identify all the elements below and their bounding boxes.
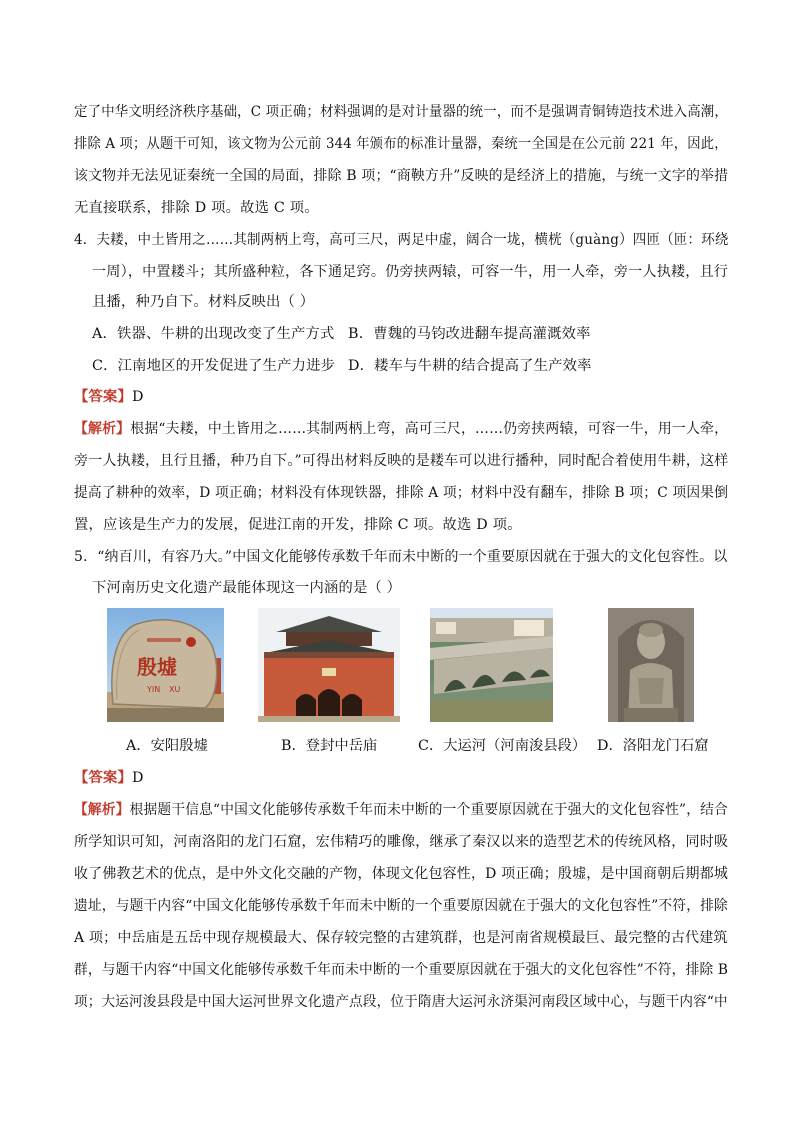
analysis-tag: 【解析】 [74,802,130,818]
answer-value: D [132,389,144,405]
grand-canal-photo [430,608,553,722]
q5-analysis-line-2: 所学知识可知，河南洛阳的龙门石窟，宏伟精巧的雕像，继承了秦汉以来的造型艺术的传统风格，同时吸 [74,834,729,850]
q3-analysis-line-3: 该文物并无法见证秦统一全国的局面，排除 B 项；“商鞅方升”反映的是经济上的措施，与统一文字的举措 [74,168,729,184]
q4-option-c: C．江南地区的开发促进了生产力进步 [92,358,336,374]
q4-option-a: A．铁器、牛耕的出现改变了生产方式 [92,326,335,342]
q4-stem-line-3: 且播，种乃自下。材料反映出（ ） [92,294,315,310]
caption-c: C．大运河（河南浚县段） [418,738,587,754]
analysis-tag: 【解析】 [74,421,131,437]
answer-value: D [132,770,144,786]
q4-analysis-line-1 [74,419,728,439]
stone-inscription: 殷墟 [137,655,177,679]
caption-d: D．洛阳龙门石窟 [597,738,709,754]
q5-analysis-line-3: 收了佛教艺术的优点，是中外文化交融的产物，体现文化包容性，D 项正确；殷墟，是中国商朝后期都城 [74,866,729,882]
q3-analysis-line-1: 定了中华文明经济秩序基础，C 项正确；材料强调的是对计量器的统一，而不是强调青铜铸造技术进入高潮， [74,104,729,120]
q4-answer [74,387,144,407]
analysis-text: 根据题干信息“中国文化能够传承数千年而未中断的一个重要原因就在于强大的文化包容性”，结合 [129,802,728,818]
caption-b: B．登封中岳庙 [281,738,378,754]
q5-answer [74,768,144,788]
q5-analysis-line-5: A 项；中岳庙是五岳中现存规模最大、保存较完整的古建筑群，也是河南省规模最巨、最完整的古代建筑 [74,930,728,946]
q5-analysis-line-1 [74,800,728,820]
longmen-grottoes-photo [608,608,694,722]
q5-analysis-line-7: 项；大运河浚县段是中国大运河世界文化遗产点段，位于隋唐大运河永济渠河南段区域中心，与题干内容“中 [74,994,728,1010]
q5-analysis-line-6: 群，与题干内容“中国文化能够传承数千年而未中断的一个重要原因就在于强大的文化包容性”不符，排除 B [74,962,729,978]
analysis-text: 根据“夫耧，中土皆用之……其制两柄上弯，高可三尺，……仍旁挟两辕，可容一牛，用一人牵， [130,421,729,437]
q4-option-b: B．曹魏的马钧改进翻车提高灌溉效率 [348,326,591,342]
q4-stem-line-1: 4．夫耧，中土皆用之……其制两柄上弯，高可三尺，两足中虚，阔合一垅，横桄（guàng）四匝（匝：环绕 [74,232,729,248]
q5-stem-line-1: 5．“纳百川，有容乃大。”中国文化能够传承数千年而未中断的一个重要原因就在于强大的文化包容性。以 [74,549,728,565]
answer-tag: 【答案】 [74,389,132,405]
answer-tag: 【答案】 [74,770,132,786]
caption-a: A．安阳殷墟 [126,738,208,754]
q3-analysis-line-4: 无直接联系，排除 D 项。故选 C 项。 [74,200,319,216]
stone-inscription-en-1: YIN [147,685,161,694]
q3-analysis-line-2: 排除 A 项；从题干可知，该文物为公元前 344 年颁布的标准计量器，秦统一全国是在公元前 221 年，因此， [74,136,728,152]
q5-stem-line-2: 下河南历史文化遗产最能体现这一内涵的是（ ） [92,580,402,596]
q4-analysis-line-2: 旁一人执耧，且行且播，种乃自下。”可得出材料反映的是耧车可以进行播种，同时配合着使用牛耕，这样 [74,453,729,469]
q4-option-d: D．耧车与牛耕的结合提高了生产效率 [348,358,592,374]
q4-stem-line-2: 一周），中置耧斗；其所盛种粒，各下通足窍。仍旁挟两辕，可容一牛，用一人牵，旁一人执耧，且行 [92,264,729,280]
q4-analysis-line-4: 置，应该是生产力的发展，促进江南的开发，排除 C 项。故选 D 项。 [74,517,522,533]
stone-inscription-en-2: XU [169,685,181,694]
q5-analysis-line-4: 遗址，与题干内容“中国文化能够传承数千年而未中断的一个重要原因就在于强大的文化包容性”不符，排除 [74,898,728,914]
q4-analysis-line-3: 提高了耕种的效率，D 项正确；材料没有体现铁器，排除 A 项；材料中没有翻车，排除 B 项；C 项因果倒 [74,485,729,501]
yinxu-photo [107,608,224,722]
zhongyue-temple-photo [258,608,400,722]
